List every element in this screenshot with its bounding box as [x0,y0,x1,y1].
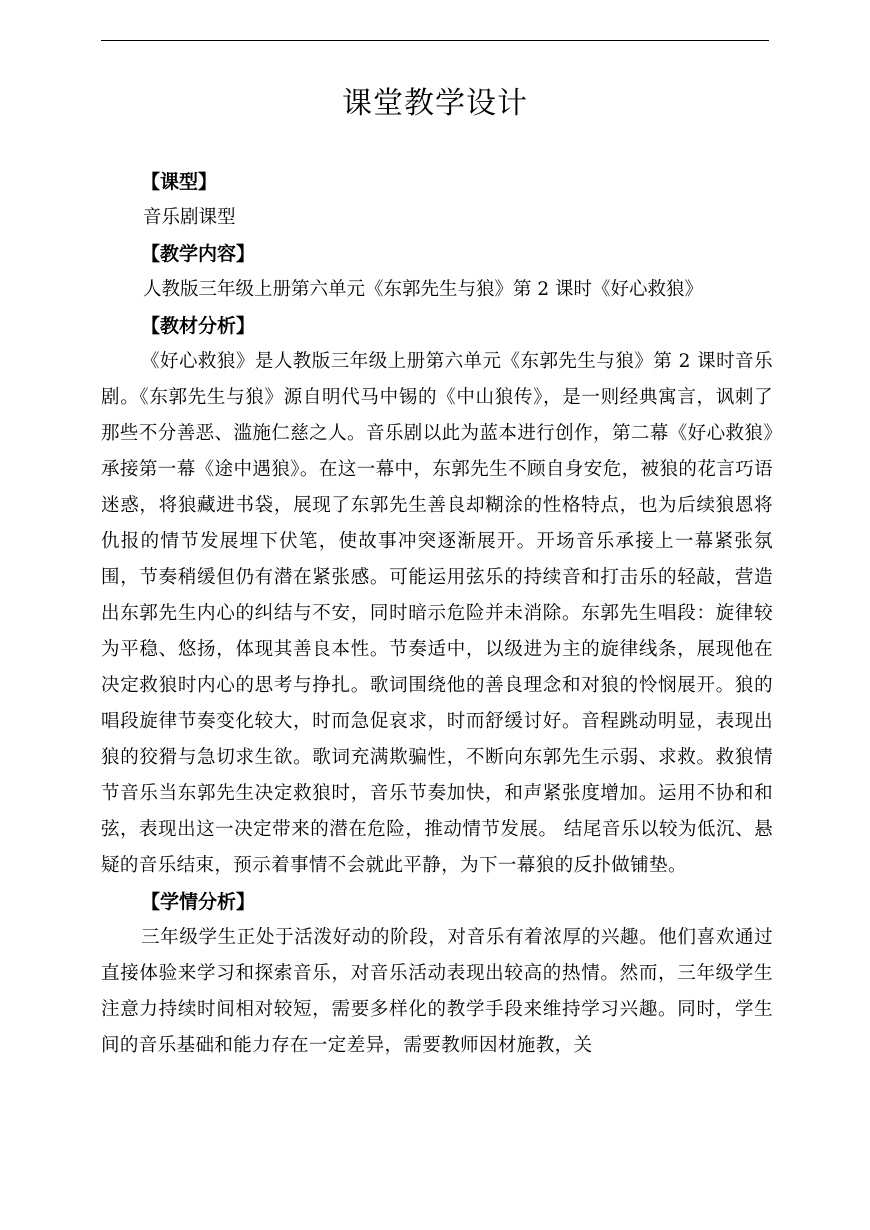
document-body [101,164,773,1064]
section-heading-student-analysis: 【学情分析】 [141,891,256,913]
header-rule [101,40,769,41]
student-analysis-paragraph: 三年级学生正处于活泼好动的阶段，对音乐有着浓厚的兴趣。他们喜欢通过直接体验来学习和探索音乐，对音乐活动表现出较高的热情。然而，三年级学生注意力持续时间相对较短，需要多样化的教学手段来维持学习兴趣。同时，学生间的音乐基础和能力存在一定差异，需要教师因材施教，关 [101,927,773,1056]
section-heading-lesson-type: 【课型】 [141,171,218,193]
content-text: 人教版三年级上册第六单元《东郭先生与狼》第 2 课时《好心救狼》 [143,279,704,300]
document-title: 课堂教学设计 [342,86,528,121]
section-heading-material-analysis: 【教材分析】 [141,315,256,337]
section-heading-content: 【教学内容】 [141,243,256,265]
lesson-type-text: 音乐剧课型 [143,207,236,228]
material-analysis-paragraph: 《好心救狼》是人教版三年级上册第六单元《东郭先生与狼》第 2 课时音乐剧。《东郭先生与狼》源自明代马中锡的《中山狼传》，是一则经典寓言，讽刺了那些不分善恶、滥施仁慈之人。音乐剧以此为蓝本进行创作，第二幕《好心救狼》承接第一幕《途中遇狼》。在这一幕中，东郭先生不顾自身安危，被狼的花言巧语迷惑，将狼藏进书袋，展现了东郭先生善良却糊涂的性格特点，也为后续狼恩将仇报的情节发展埋下伏笔，使故事冲突逐渐展开。开场音乐承接上一幕紧张氛围，节奏稍缓但仍有潜在紧张感。可能运用弦乐的持续音和打击乐的轻敲，营造出东郭先生内心的纠结与不安，同时暗示危险并未消除。东郭先生唱段：旋律较为平稳、悠扬，体现其善良本性。节奏适中，以级进为主的旋律线条，展现他在决定救狼时内心的思考与挣扎。歌词围绕他的善良理念和对狼的怜悯展开。狼的唱段旋律节奏变化较大，时而急促哀求，时而舒缓讨好。音程跳动明显，表现出狼的狡猾与急切求生欲。歌词充满欺骗性，不断向东郭先生示弱、求救。救狼情节音乐当东郭先生决定救狼时，音乐节奏加快，和声紧张度增加。运用不协和和弦，表现出这一决定带来的潜在危险，推动情节发展。 结尾音乐以较为低沉、悬疑的音乐结束，预示着事情不会就此平静，为下一幕狼的反扑做铺垫。 [101,351,773,876]
